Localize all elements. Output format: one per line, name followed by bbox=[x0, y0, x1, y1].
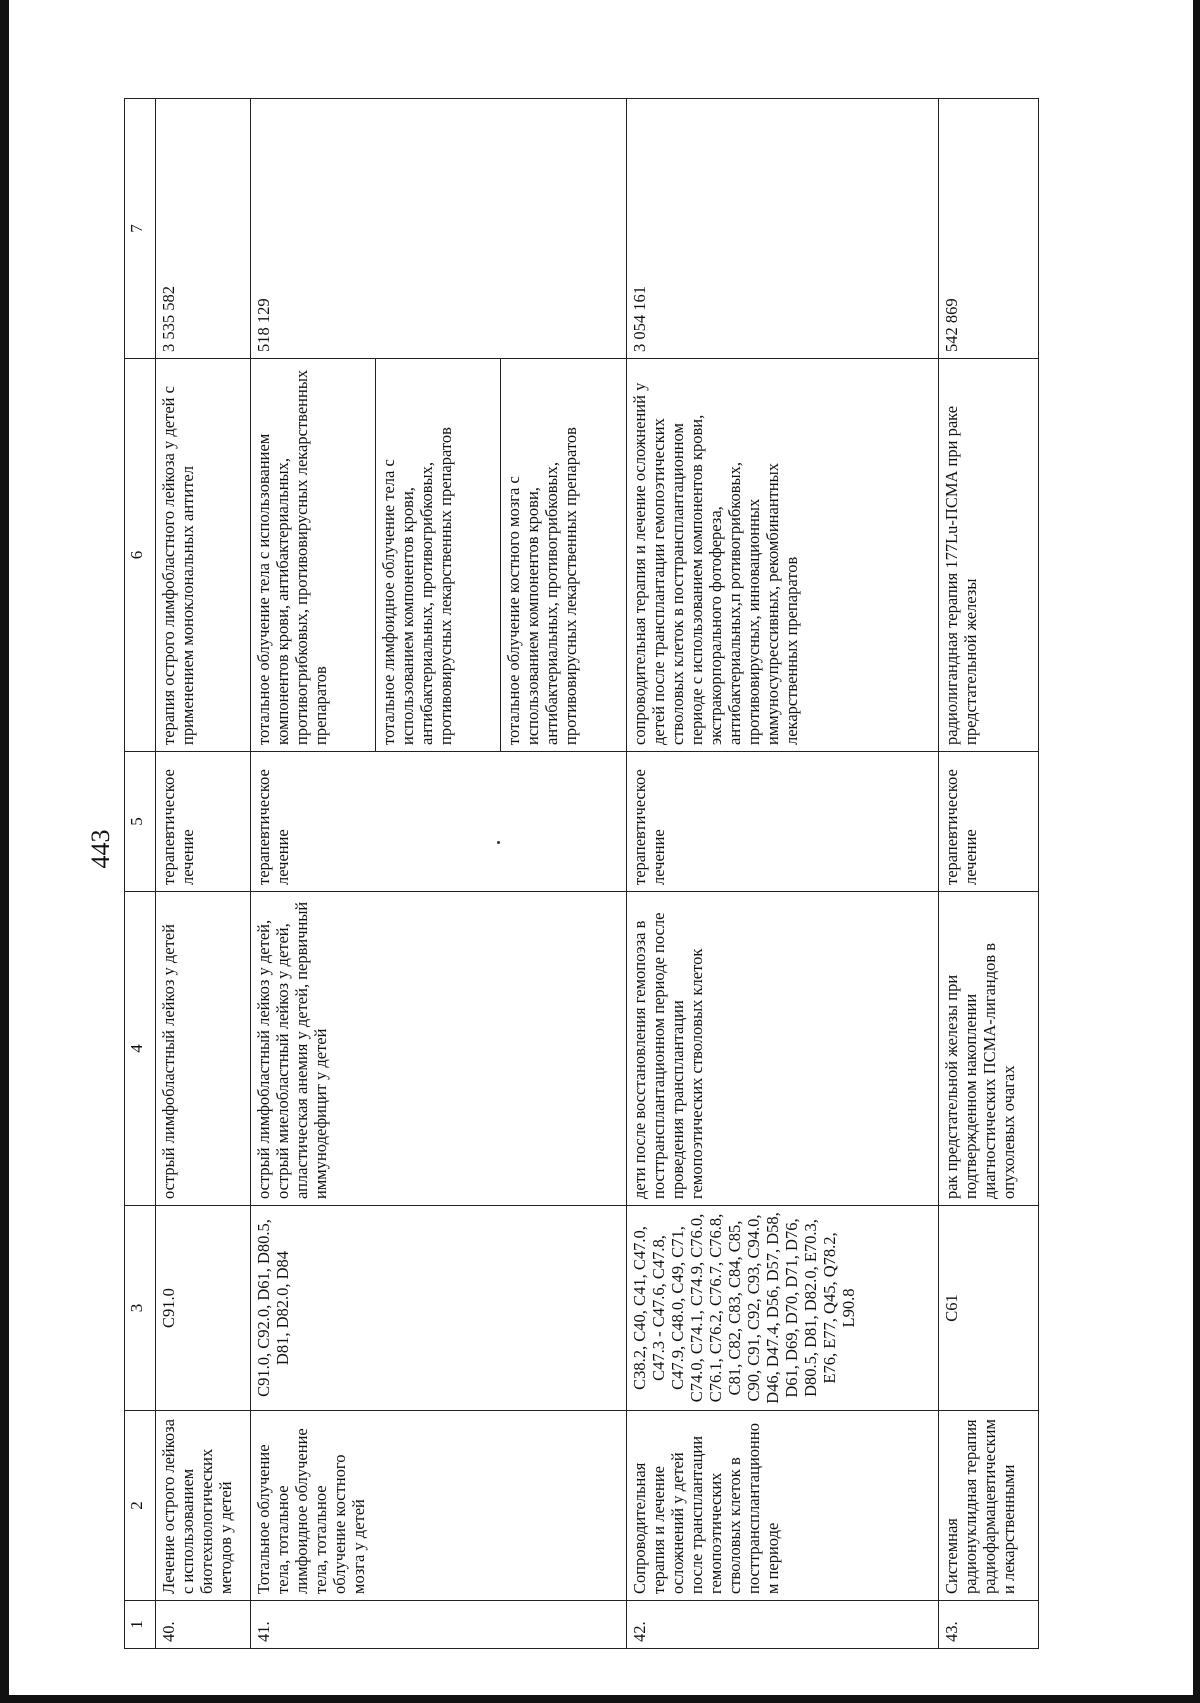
treatment-type: терапевтическое лечение bbox=[156, 752, 251, 892]
header-row bbox=[125, 99, 156, 1649]
scan-border-right bbox=[1193, 0, 1200, 1703]
procedure-name: Системная радионуклидная терапия радиофармацевтическими лекарственными bbox=[939, 1411, 1039, 1601]
icd-codes: C61 bbox=[939, 1206, 1039, 1411]
treatment-method: сопроводительная терапия и лечение осложнений у детей после трансплантации гемопоэтических стволовых клеток в посттрансплантационном периоде с использованием компонентов крови, экстракорпорального фотофереза, антибактериальных,п ротивогрибковых, противовирусных, инновационных иммуносупрессивных, рекомбинантных лекарственных препаратов bbox=[627, 359, 939, 752]
treatment-methods bbox=[251, 359, 627, 752]
icd-codes: C91.0 bbox=[156, 1206, 251, 1411]
patient-model: острый лимфобластный лейкоз у детей, острый миелобластный лейкоз у детей, апластическая анемия у детей, первичный иммунодефицит у детей bbox=[251, 892, 627, 1206]
treatment-method: радиолигандная терапия 177Lu-ПСМА при раке предстательной железы bbox=[939, 359, 1039, 752]
header-cell: 3 bbox=[125, 1206, 156, 1411]
procedure-name: Тотальное облучение тела, тотальное лимфоидное облучение тела, тотальное облучение костного мозга у детей bbox=[251, 1411, 627, 1601]
scan-border-bottom bbox=[0, 1695, 1200, 1703]
icd-codes: C38.2, C40, C41, C47.0, C47.3 - C47.6, C47.8, C47.9, C48.0, C49, C71, C74.0, C74.1, C74.9, C76.0, C76.1, C76.2, C76.7, C76.8, C81, C82, C83, C84, C85, C90, C91, C92, C93, C94.0, D46, D47.4, D56, D57, D58, D61, D69, D70, D71, D76, D80.5, D81, D82.0, E70.3, E76, E77, Q45, Q78.2, L90.8 bbox=[627, 1206, 939, 1411]
table-row bbox=[156, 99, 251, 1649]
table-row bbox=[939, 99, 1039, 1649]
page-number: 443 bbox=[86, 829, 115, 869]
cost-value: 3 535 582 bbox=[156, 99, 251, 359]
icd-codes: C91.0, C92.0, D61, D80.5, D81, D82.0, D84 bbox=[251, 1206, 627, 1411]
scan-border-left bbox=[0, 0, 9, 1703]
treatment-method: тотальное облучение тела с использованием компонентов крови, антибактериальных, противогрибковых, противовирусных лекарственных препаратов bbox=[251, 359, 376, 751]
patient-model: рак предстательной железы при подтвержденном накоплении диагностических ПСМА-лигандов в опухолевых очагах bbox=[939, 892, 1039, 1206]
header-cell: 7 bbox=[125, 99, 156, 359]
patient-model: дети после восстановления гемопоэза в посттрансплантационном периоде после проведения трансплантации гемопоэтических стволовых клеток bbox=[627, 892, 939, 1206]
treatment-type: терапевтическое лечение bbox=[627, 752, 939, 892]
table-row bbox=[627, 99, 939, 1649]
treatment-method: тотальное лимфоидное облучение тела с использованием компонентов крови, антибактериальных, противогрибковых, противовирусных лекарственных препаратов bbox=[376, 359, 501, 751]
procedure-name: Лечение острого лейкоза с использованием биотехнологических методов у детей bbox=[156, 1411, 251, 1601]
procedures-table bbox=[124, 99, 1039, 1649]
table-row bbox=[251, 99, 627, 1649]
header-cell: 2 bbox=[125, 1411, 156, 1601]
header-cell: 6 bbox=[125, 359, 156, 752]
treatment-method: терапия острого лимфобластного лейкоза у детей с применением моноклональных антител bbox=[156, 359, 251, 752]
cost-value: 518 129 bbox=[251, 99, 627, 359]
procedure-name: Сопроводительная терапия и лечение осложнений у детей после трансплантации гемопоэтических стволовых клеток в посттрансплантационном периоде bbox=[627, 1411, 939, 1601]
treatment-type: терапевтическое лечение bbox=[939, 752, 1039, 892]
header-cell: 5 bbox=[125, 752, 156, 892]
header-cell: 1 bbox=[125, 1601, 156, 1649]
cost-value: 542 869 bbox=[939, 99, 1039, 359]
patient-model: острый лимфобластный лейкоз у детей bbox=[156, 892, 251, 1206]
row-number: 42. bbox=[627, 1601, 939, 1649]
row-number: 41. bbox=[251, 1601, 627, 1649]
cost-value: 3 054 161 bbox=[627, 99, 939, 359]
treatment-method: тотальное облучение костного мозга с использованием компонентов крови, антибактериальных, противогрибковых, противовирусных лекарственных препаратов bbox=[504, 427, 580, 745]
header-cell: 4 bbox=[125, 892, 156, 1206]
row-number: 40. bbox=[156, 1601, 251, 1649]
row-number: 43. bbox=[939, 1601, 1039, 1649]
treatment-type: терапевтическое лечение bbox=[251, 752, 627, 892]
